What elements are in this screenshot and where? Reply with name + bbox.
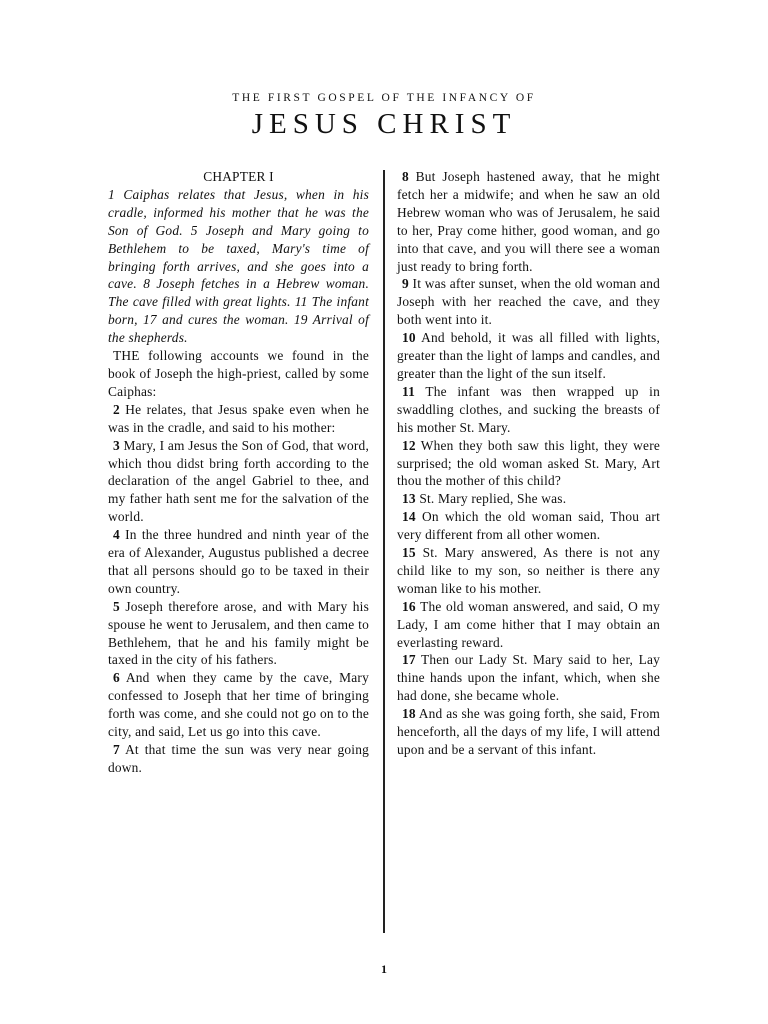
verse [108,669,369,741]
verse-number: 8 [402,169,409,184]
verse-text: But Joseph hastened away, that he might fetch her a midwife; and when he saw an old Hebrew woman who was of Jerusalem, he said to her, Pray come hither, good woman, and go into that cave, and you will there see a woman just ready to bring forth. [397,169,660,274]
right-verse-list [397,168,660,759]
verse [397,329,660,383]
right-column [397,168,660,759]
verse [397,705,660,759]
verse-number: 2 [113,401,120,417]
verse [397,168,660,275]
verse-number: 16 [402,598,416,614]
verse-text: And behold, it was all filled with lights, greater than the light of lamps and candles, and greater than the light of the sun itself. [397,330,660,381]
left-verse-list [108,347,369,777]
verse [108,401,369,437]
verse-text: St. Mary answered, As there is not any child like to my son, so neither is there any woman like to his mother. [397,545,660,596]
verse-number: 17 [402,652,416,668]
verse-number: 7 [113,742,120,757]
verse-number: 4 [113,527,120,543]
chapter-summary: 1 Caiphas relates that Jesus, when in his cradle, informed his mother that he was the Son of God. 5 Joseph and Mary going to Bethlehem to be taxed, Mary's time of bringing forth arrives, and she goes into a cave. 8 Joseph fetches in a Hebrew woman. The cave filled with great lights. 11 The infant born, 17 and cures the woman. 19 Arrival of the shepherds. [108,186,369,346]
verse-text: At that time the sun was very near going down. [108,742,369,775]
verse [397,508,660,544]
verse-text: On which the old woman said, Thou art very different from all other women. [397,509,660,543]
verse [108,598,369,670]
verse-number: 15 [402,545,416,561]
verse-text: And when they came by the cave, Mary confessed to Joseph that her time of bringing forth was come, and she could not go on to the city, and said, Let us go into this cave. [108,670,369,740]
verse [397,651,660,705]
verse-number: 14 [402,509,416,525]
verse [108,347,369,401]
verse-text: Then our Lady St. Mary said to her, Lay thine hands upon the infant, which, when she had done, she became whole. [397,652,660,704]
verse [397,490,660,508]
verse-number: 18 [402,706,416,722]
verse-number: 9 [402,276,409,292]
verse-text: THE following accounts we found in the book of Joseph the high-priest, called by some Caiphas: [108,348,369,399]
verse [108,526,369,598]
verse-text: And as she was going forth, she said, From henceforth, all the days of my life, I will attend upon and be a servant of this infant. [397,706,660,757]
verse-text: The old woman answered, and said, O my Lady, I am come hither that I may obtain an everlasting reward. [397,598,661,650]
verse [397,437,660,491]
verse-text: St. Mary replied, She was. [419,491,567,507]
column-divider [383,170,385,933]
verse [397,383,660,437]
verse [108,741,369,777]
verse [397,275,660,329]
verse [397,544,660,598]
verse-number: 12 [402,437,416,453]
book-pretitle: THE FIRST GOSPEL OF THE INFANCY OF [232,92,536,104]
verse-text: Mary, I am Jesus the Son of God, that word, which thou didst bring forth according to the declaration of the angel Gabriel to thee, and my father hath sent me for the salvation of the world. [108,437,369,525]
verse-text: In the three hundred and ninth year of the era of Alexander, Augustus published a decree that all persons should go to be taxed in their own country. [108,527,369,596]
verse-text: Joseph therefore arose, and with Mary his spouse he went to Jerusalem, and then came to Bethlehem, that he and his family might be taxed in the city of his fathers. [108,598,369,668]
verse-text: He relates, that Jesus spake even when he was in the cradle, and said to his mother: [108,401,369,435]
verse [397,598,660,652]
verse-text: When they both saw this light, they were surprised; the old woman asked St. Mary, Art thou the mother of this child? [397,437,660,489]
verse-number: 5 [113,598,120,614]
verse-number: 13 [402,491,416,507]
verse [108,437,369,527]
verse-text: The infant was then wrapped up in swaddling clothes, and sucking the breasts of his mother St. Mary. [397,383,660,435]
verse-number: 3 [113,437,120,453]
verse-number: 11 [402,383,416,399]
page-number: 1 [381,962,387,976]
chapter-heading: CHAPTER I [203,169,274,184]
left-column [108,168,369,777]
verse-number: 10 [402,330,416,346]
verse-text: It was after sunset, when the old woman and Joseph with her reached the cave, and they both went into it. [397,276,660,328]
book-title: JESUS CHRIST [251,108,517,140]
verse-number: 6 [113,670,120,686]
